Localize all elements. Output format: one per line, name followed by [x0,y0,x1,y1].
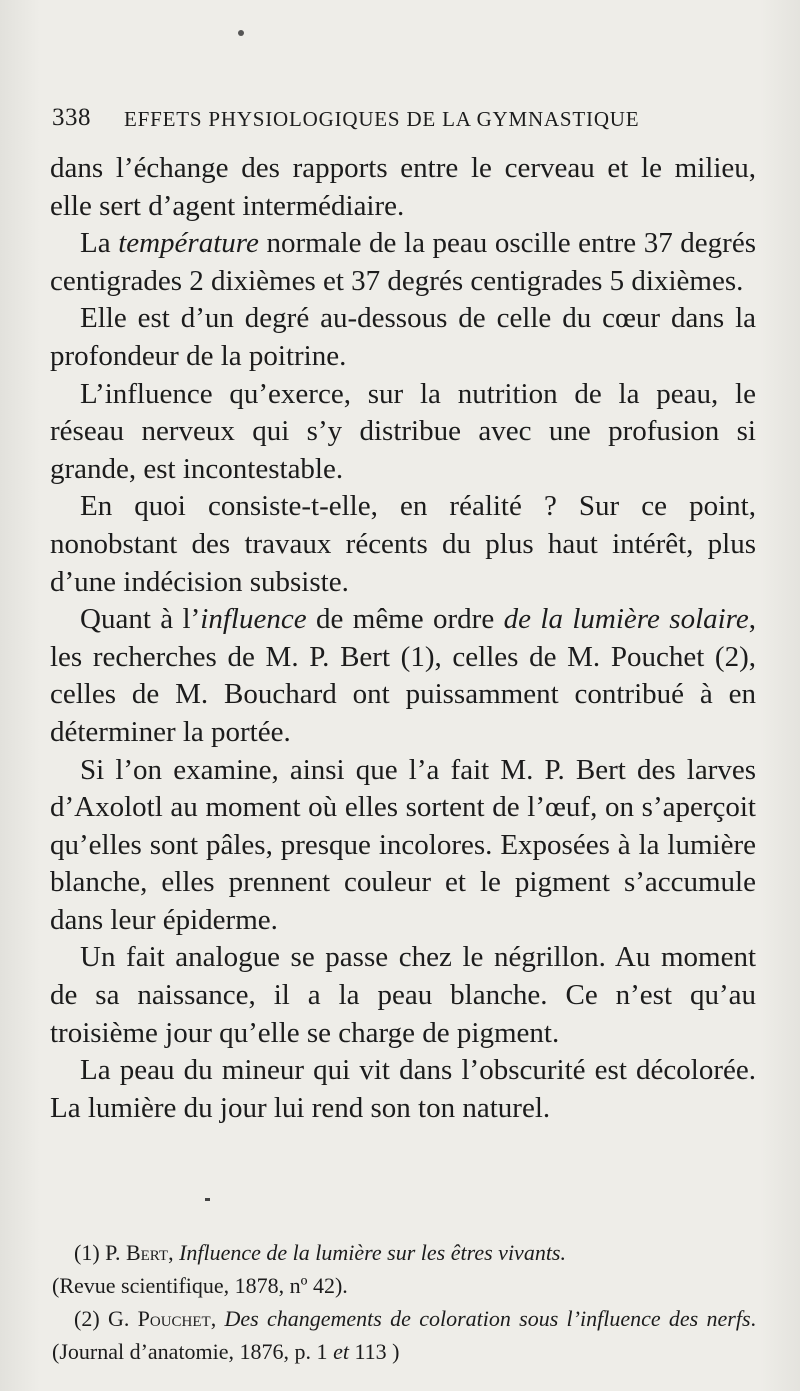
footnote-author: Pouchet [137,1306,211,1331]
footnotes [52,1236,756,1368]
running-title: EFFETS PHYSIOLOGIQUES DE LA GYMNASTIQUE [124,107,640,131]
paragraph-3: Elle est d’un degré au-dessous de celle du cœur dans la profondeur de la poitrine. [50,302,756,372]
text-run: Quant à l’ [80,603,201,636]
page-header [52,104,752,138]
text-run: et [333,1339,349,1364]
italic-term: influence [200,603,307,636]
ink-speck [238,30,244,36]
paragraph-2 [50,225,756,300]
footnote-separator [205,1198,210,1201]
footnote-marker: (1) P. [74,1240,126,1265]
text-run: , [210,1306,225,1331]
footnote-author: Bert [125,1240,169,1265]
text-run: , les recherches de M. P. Bert (1), celles de M. Pouchet (2), celles de M. Bouchard ont puissamment contribué à en déterminer la portée. [50,603,757,748]
text-run: , [168,1240,180,1265]
footnote-source: 113 ) [348,1339,400,1364]
footnote-marker: (2) G. [74,1306,138,1331]
paragraph-7: Si l’on examine, ainsi que l’a fait M. P. Bert des larves d’Axolotl au moment où elles sortent de l’œuf, on s’aperçoit qu’elles sont pâles, presque incolores. Exposées à la lumière blanche, elles prennent couleur et le pigment s’accumule dans leur épiderme. [50,753,756,936]
paragraph-5: En quoi consiste-t-elle, en réalité ? Sur ce point, nonobstant des travaux récents du plus haut intérêt, plus d’une indécision subsiste. [50,490,756,598]
paragraph-4: L’influence qu’exerce, sur la nutrition de la peau, le réseau nerveux qui s’y distribue avec une profusion si grande, est incontestable. [50,377,756,485]
text-run: de même ordre [306,603,504,636]
italic-term: de la lumière solaire [503,603,749,636]
italic-term: température [118,227,259,260]
footnote-title: Des changements de coloration sous l’influence des nerfs [224,1306,751,1331]
footnote-source: (Revue scientifique, 1878, nº 42). [52,1273,348,1298]
footnote-1 [52,1236,756,1302]
footnote-source: . (Journal d’anatomie, 1876, p. 1 [52,1306,757,1364]
text-run: La [80,227,119,260]
paragraph-1: dans l’échange des rapports entre le cerveau et le milieu, elle sert d’agent intermédiaire. [50,152,756,222]
paragraph-6 [50,601,756,751]
page-number: 338 [52,104,91,131]
footnote-2 [52,1302,756,1368]
text-run: normale de la peau oscille entre 37 degrés centigrades 2 dixièmes et 37 degrés centigrades 5 dixièmes. [50,227,756,297]
paragraph-9: La peau du mineur qui vit dans l’obscurité est décolorée. La lumière du jour lui rend son ton naturel. [50,1054,756,1124]
paragraph-8: Un fait analogue se passe chez le négrillon. Au moment de sa naissance, il a la peau blanche. Ce n’est qu’au troisième jour qu’elle se charge de pigment. [50,941,756,1049]
body-text [50,150,756,1127]
footnote-title: Influence de la lumière sur les êtres vivants. [179,1240,566,1265]
